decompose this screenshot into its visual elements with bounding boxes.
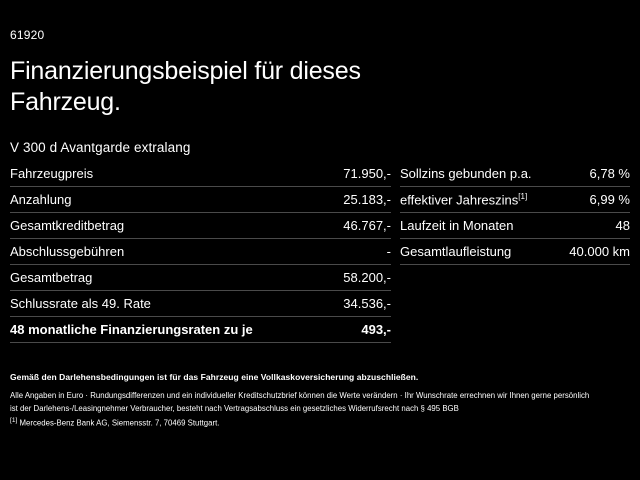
- row-value: 46.767,-: [328, 213, 391, 239]
- legal-line-3-text: Mercedes-Benz Bank AG, Siemensstr. 7, 70469 Stuttgart.: [19, 418, 220, 428]
- footnote-marker: [1]: [518, 192, 528, 201]
- row-label: Gesamtbetrag: [10, 265, 328, 291]
- row-label: Fahrzeugpreis: [10, 161, 328, 187]
- row-value: 6,99 %: [557, 187, 630, 213]
- content-area: [10, 0, 630, 343]
- row-value: 25.183,-: [328, 187, 391, 213]
- row-value: 34.536,-: [328, 291, 391, 317]
- table-row: [10, 161, 391, 187]
- legal-line-1: Alle Angaben in Euro · Rundungsdifferenzen und ein individueller Kreditschutzbrief können die Werte verändern · Ihr Wunschrate errechnen wir Ihnen gerne persönlich: [10, 391, 590, 400]
- row-value: 493,-: [328, 317, 391, 343]
- finance-table-left: [10, 161, 391, 343]
- footnote-marker: [1]: [10, 416, 18, 424]
- vehicle-model-label: V 300 d Avantgarde extralang: [10, 140, 191, 155]
- row-label: 48 monatliche Finanzierungsraten zu je: [10, 317, 328, 343]
- table-row: [10, 187, 391, 213]
- row-label: Anzahlung: [10, 187, 328, 213]
- row-value: 6,78 %: [557, 161, 630, 187]
- row-label-text: Gesamtlaufleistung: [400, 244, 512, 260]
- finance-tables: [10, 161, 630, 343]
- table-row: [10, 239, 391, 265]
- row-label: [400, 161, 557, 187]
- legal-line-2: ist der Darlehens-/Leasingnehmer Verbraucher, besteht nach Vertragsabschluss ein gesetzliches Widerrufsrecht nach § 495 BGB: [10, 403, 459, 413]
- table-row: [400, 213, 630, 239]
- page-title-line-1: Finanzierungsbeispiel für dieses: [10, 57, 361, 85]
- legal-disclaimer: [10, 372, 630, 430]
- row-label: Schlussrate als 49. Rate: [10, 291, 328, 317]
- page-title-line-2: Fahrzeug.: [10, 88, 121, 116]
- table-row: [10, 291, 391, 317]
- table-row: [400, 161, 630, 187]
- legal-bold-note: Gemäß den Darlehensbedingungen ist für das Fahrzeug eine Vollkaskoversicherung abzuschließen.: [10, 372, 419, 382]
- legal-line-3: [10, 416, 630, 430]
- row-label-text: Laufzeit in Monaten: [400, 218, 514, 234]
- reference-number: 61920: [10, 28, 45, 42]
- row-label: Gesamtkreditbetrag: [10, 213, 328, 239]
- finance-table-right: [400, 161, 630, 265]
- row-label: [400, 213, 557, 239]
- row-label-text: Sollzins gebunden p.a.: [400, 166, 532, 181]
- row-value: 48: [557, 213, 630, 239]
- row-label: [400, 187, 557, 213]
- row-label: [400, 239, 557, 265]
- table-row: [400, 239, 630, 265]
- table-row-total: [10, 317, 391, 343]
- table-row: [400, 187, 630, 213]
- table-row: [10, 213, 391, 239]
- row-value: 71.950,-: [328, 161, 391, 187]
- table-row: [10, 265, 391, 291]
- row-label: Abschlussgebühren: [10, 239, 328, 265]
- page-title: [10, 56, 630, 118]
- row-value: -: [328, 239, 391, 265]
- row-label-text: effektiver Jahreszins: [400, 192, 519, 208]
- row-value: 58.200,-: [328, 265, 391, 291]
- row-value: 40.000 km: [557, 239, 630, 265]
